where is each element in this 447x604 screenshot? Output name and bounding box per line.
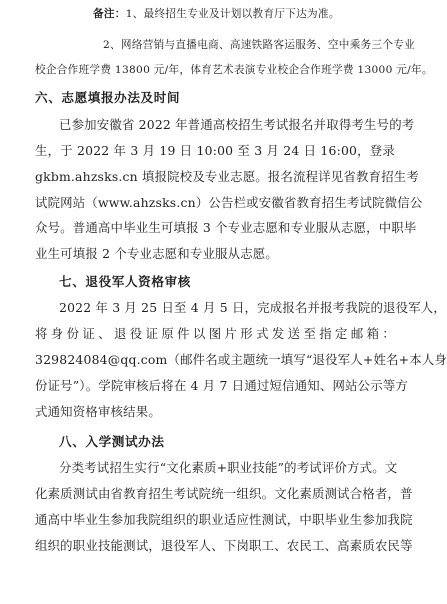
section-6-line: 生，于 2022 年 3 月 19 日 10:00 至 3 月 24 日 16:00，登录 bbox=[35, 143, 395, 158]
notes-item-1: 1、最终招生专业及计划以教育厅下达为准。 bbox=[125, 8, 340, 20]
section-7-line: 2022 年 3 月 25 日至 4 月 5 日，完成报名并报考我院的退役军人， bbox=[59, 300, 446, 315]
notes-label: 备注： bbox=[93, 8, 126, 20]
section-7-line: 将身份证、退役证原件以图片形式发送至指定邮箱： bbox=[35, 326, 395, 341]
section-6-line: 试院网站（www.ahzsks.cn）公告栏或安徽省教育招生考试院微信公 bbox=[35, 195, 423, 210]
section-6-line: gkbm.ahzsks.cn 填报院校及专业志愿。报名流程详见省教育招生考 bbox=[35, 169, 419, 184]
notes-line-1 bbox=[93, 6, 340, 22]
section-heading-7: 七、退役军人资格审核 bbox=[59, 274, 191, 289]
notes-item-2-line-2: 校企合作班学费 13800 元/年，体育艺术表演专业校企合作班学费 13000 元/年。 bbox=[35, 64, 433, 76]
section-6-line: 众号。普通高中毕业生可填报 3 个专业志愿和专业服从志愿，中职毕 bbox=[35, 220, 417, 235]
section-6-line: 已参加安徽省 2022 年普通高校招生考试报名并取得考生号的考 bbox=[59, 117, 415, 132]
section-heading-6: 六、志愿填报办法及时间 bbox=[35, 90, 181, 105]
section-6-line: 业生可填报 2 个专业志愿和专业服从志愿。 bbox=[35, 246, 278, 261]
section-8-line: 组织的职业技能测试，退役军人、下岗职工、农民工、高素质农民等 bbox=[35, 538, 413, 553]
notes-item-2-line-1: 2、网络营销与直播电商、高速铁路客运服务、空中乘务三个专业 bbox=[103, 39, 416, 51]
section-8-line: 通高中毕业生参加我院组织的职业适应性测试，中职毕业生参加我院 bbox=[35, 512, 413, 527]
section-7-line: 份证号”）。学院审核后将在 4 月 7 日通过短信通知、网站公示等方 bbox=[35, 378, 409, 393]
section-7-line: 式通知资格审核结果。 bbox=[35, 404, 161, 419]
section-8-line: 分类考试招生实行“文化素质+职业技能”的考试评价方式。文 bbox=[59, 460, 398, 475]
section-heading-8: 八、入学测试办法 bbox=[59, 434, 165, 449]
section-7-line: 329824084@qq.com（邮件名或主题统一填写“退役军人+姓名+本人身 bbox=[35, 352, 447, 367]
section-8-line: 化素质测试由省教育招生考试院统一组织。文化素质测试合格者，普 bbox=[35, 486, 413, 501]
